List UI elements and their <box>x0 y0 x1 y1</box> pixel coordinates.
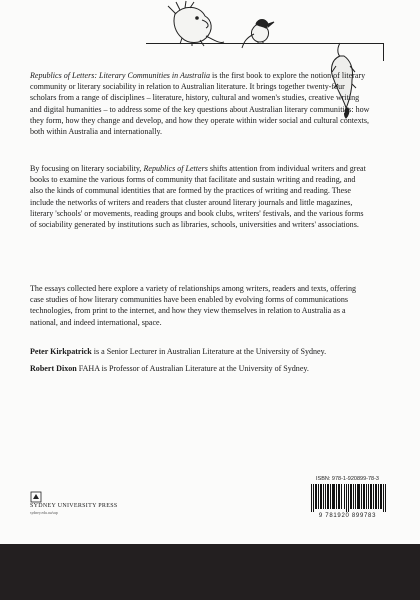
paragraph-text: By focusing on literary sociability, <box>30 164 144 173</box>
cockatoo-drawing <box>168 1 224 46</box>
paragraph-text: The essays collected here explore a variety of relationships among writers, readers and texts, offering case studies of how literary communities have been enabled by evolving forms of communications technologies, from print to the internet, and how they view themselves in relation to Australia as a national, and indeed international, space. <box>30 284 357 327</box>
editor-name: Peter Kirkpatrick <box>30 347 92 356</box>
publisher-url: sydney.edu.au/sup <box>30 511 58 515</box>
blurb-paragraph-3 <box>30 283 370 328</box>
editor-name: Robert Dixon <box>30 364 77 373</box>
branch-line <box>146 43 384 44</box>
isbn-label: ISBN: 978-1-920899-78-3 <box>316 476 379 482</box>
paragraph-text: is the first book to explore the notion of literary community or literary sociability in relation to Australian literature. It brings together twenty-four scholars from a range of disciplines – literature, history, cultural and women's studies, creative writing and digital humanities – to address some of the key questions about Australian literary communities: how they form, how they change and develop, and how they operate within wider social and cultural contexts, both within Australia and internationally. <box>30 71 370 137</box>
footer-band <box>0 544 420 600</box>
paragraph-text: shifts attention from individual writers and great books to examine the various forms of community that facilitate and sustain writing and reading, and also the kinds of communal identities that are formed by the practices of writing and reading. These include the networks of writers and readers that cluster around literary journals and little magazines, literary 'schools' or movements, reading groups and book clubs, writers' festivals, and the various forms of sociability generated by institutions such as libraries, schools, universities and writers' associations. <box>30 164 366 230</box>
book-title-short: Republics of Letters <box>143 164 208 173</box>
editor-bio-1 <box>30 346 370 357</box>
editor-bio-text: is a Senior Lecturer in Australian Literature at the University of Sydney. <box>91 347 327 356</box>
publisher-name: SYDNEY UNIVERSITY PRESS <box>30 503 118 509</box>
publisher-logo-icon <box>30 491 42 503</box>
publisher-imprint <box>30 491 150 515</box>
barcode-number: 9 781920 899783 <box>318 513 377 519</box>
blurb-paragraph-1 <box>30 70 370 137</box>
branch-end-line <box>383 43 384 61</box>
book-title: Republics of Letters: Literary Communities in Australia <box>30 71 211 80</box>
editor-bio-text: FAHA is Professor of Australian Literature at the University of Sydney. <box>76 364 309 373</box>
barcode-bars <box>311 484 386 512</box>
blurb-paragraph-2 <box>30 163 370 230</box>
isbn-barcode <box>305 476 390 520</box>
editor-bio-2 <box>30 363 370 374</box>
